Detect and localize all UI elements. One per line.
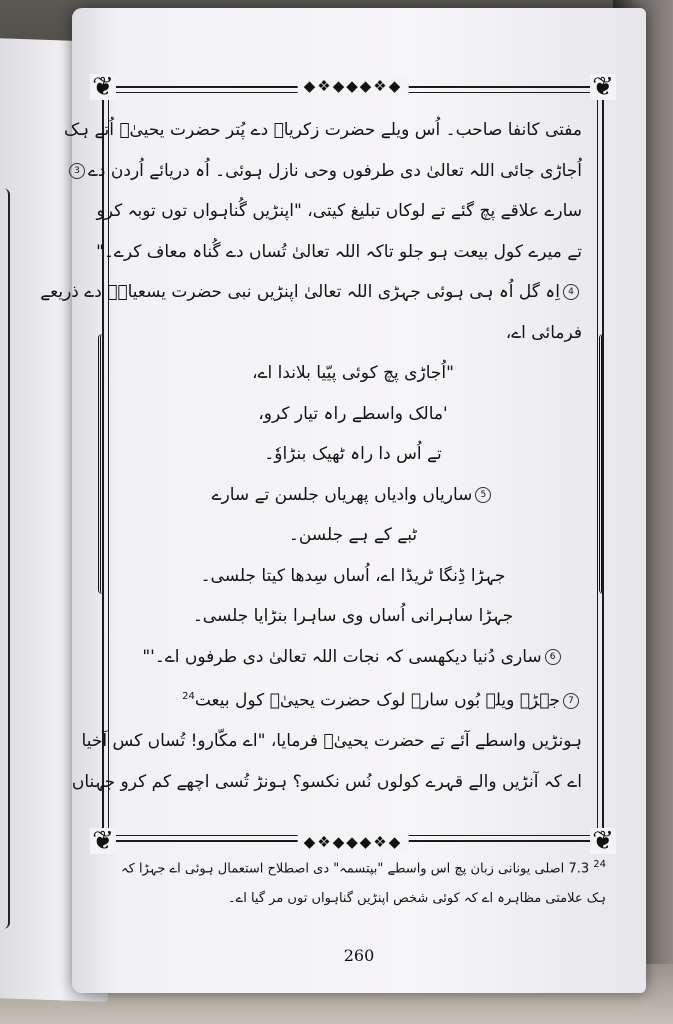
text-line: اے کہ آنڑیں والے قہرے کولوں نُس نکسو؟ ہونڑ تُسی اچھے کم کرو جہناں — [71, 771, 582, 792]
poem-line: 5ساریاں وادیاں پھریاں جلسن تے سارے — [124, 475, 582, 516]
poem-line: 6ساری دُنیا دیکھسی کہ نجات اللہ تعالیٰ دی طرفوں اے۔'" — [124, 637, 582, 678]
side-ornament-icon — [98, 334, 109, 594]
poem-line: جہڑا ڈِنگا ٹریڈا اے، اُساں سِدھا کیتا جلسی۔ — [200, 565, 506, 586]
decorative-frame — [40, 72, 614, 856]
side-ornament-icon — [599, 334, 610, 594]
footnote — [112, 850, 606, 914]
corner-ornament-icon: ❦ — [90, 74, 116, 100]
verse-number: 5 — [475, 487, 491, 503]
poem-line: "اُجاڑی پچ کوئی پیّیا بلاندا اے، — [252, 363, 454, 383]
left-page-border — [0, 188, 10, 928]
poem-line: 'مالک واسطے راہ تیار کرو، — [258, 403, 448, 424]
text-line: فرمائی اے، — [505, 322, 582, 343]
footnote-number: 24 — [593, 859, 606, 870]
text-line: سارے علاقے پچ گئے تے لوکاں تبلیغ کیتی، "اپنڑیں گُناہواں توں توبہ کرو — [96, 201, 582, 221]
footnote-reference[interactable]: 24 — [182, 691, 195, 702]
corner-ornament-icon: ❦ — [590, 74, 616, 100]
verse-number: 3 — [69, 163, 85, 179]
corner-ornament-icon: ❦ — [90, 828, 116, 854]
verse-number: 4 — [563, 284, 579, 300]
poem-line: تے اُس دا راہ ٹھیک بنڑاوٗ۔ — [264, 444, 442, 464]
corner-ornament-icon: ❦ — [590, 828, 616, 854]
text-line: تے میرے کول بیعت ہو جلو تاکہ اللہ تعالیٰ تُساں دے گُناہ معاف کرے۔" — [96, 241, 582, 262]
text-line: ہونڑیں واسطے آئے تے حضرت یحییٰؔ فرمایا، "اے مکّارو! تُساں کس آخیا — [81, 731, 582, 752]
footnote-line: 24 7.3 اصلی یونانی زبان پچ اس واسطے "بپتسمہ" دی اصطلاح استعمال ہوئی اے جہڑا کہ — [112, 850, 606, 884]
poem-line: ٹبے کے ہے جلسن۔ — [288, 525, 418, 545]
book-page — [40, 8, 646, 993]
text-line: 7جہڑے ویلے بُوں سارے لوک حضرت یحییٰؔ کول بیعت24 — [124, 677, 582, 721]
poem-line: جہڑا ساہرانی اُساں وی ساہرا بنڑایا جلسی۔ — [192, 606, 514, 626]
top-ornament-icon: ◆❖◆◆◆❖◆ — [298, 77, 409, 95]
page-number: 260 — [343, 946, 375, 965]
text-line: 4اِہ گل اُہ ہی ہوئی جہڑی اللہ تعالیٰ اپنڑیں نبی حضرت یسعیاہؔ دے ذریعے — [124, 272, 582, 313]
bottom-ornament-icon: ◆❖◆◆◆❖◆ — [298, 833, 409, 851]
text-line: مفتی کانفا صاحب۔ اُس ویلے حضرت زکریاؔ دے پُتر حضرت یحییٰؔ اُتے ہک — [63, 120, 582, 140]
main-text — [40, 110, 582, 802]
verse-number: 6 — [545, 649, 561, 665]
footnote-line: ہک علامتی مظاہرہ اے کہ کوئی شخص اپنڑیں گناہواں توں مر گیا اے۔ — [227, 891, 606, 907]
text-line: اُجاڑی جائی اللہ تعالیٰ دی طرفوں وحی نازل ہوئی۔ اُہ دریائے اُردن دے3 — [124, 151, 582, 192]
verse-number: 7 — [563, 693, 579, 709]
